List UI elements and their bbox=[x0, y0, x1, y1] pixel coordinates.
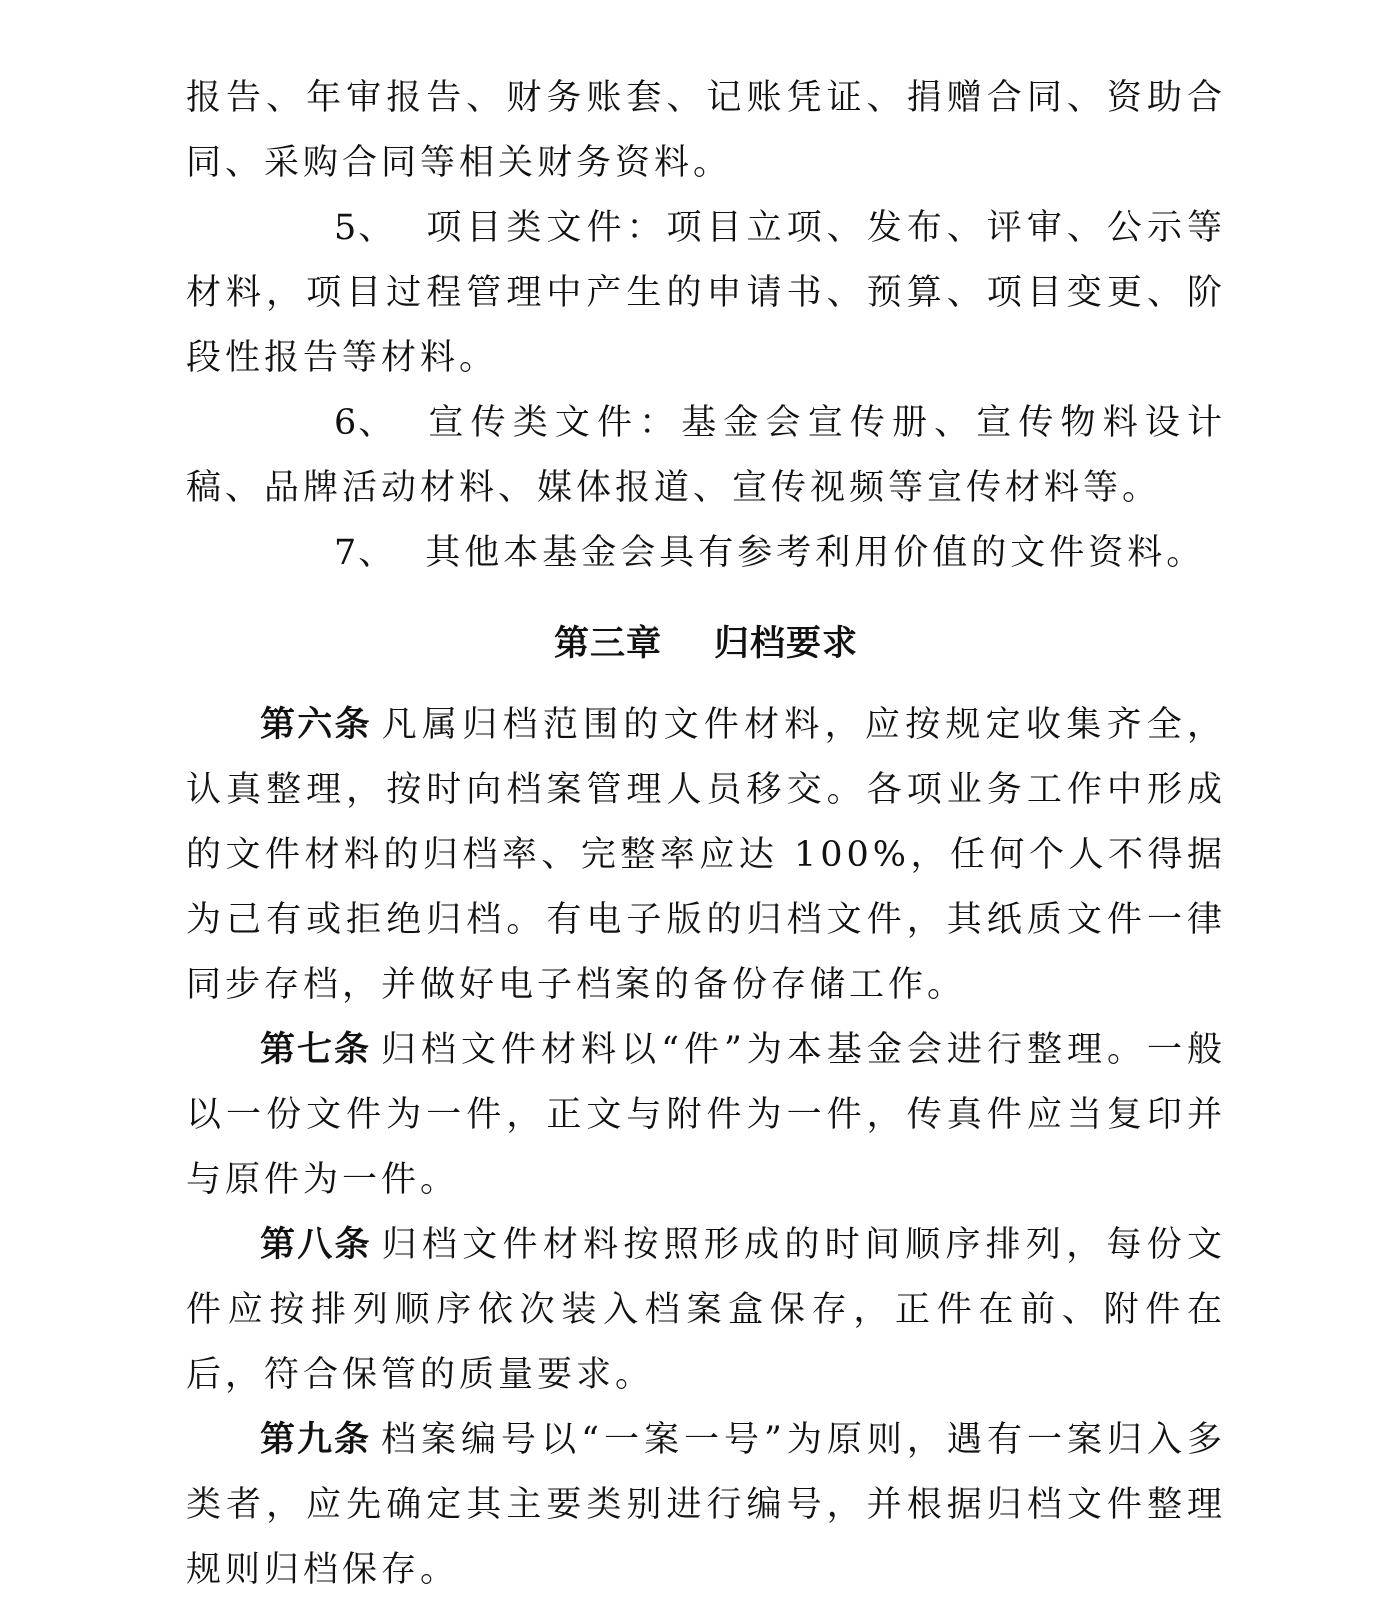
article-label: 第八条 bbox=[260, 1225, 372, 1265]
article-paragraph bbox=[186, 1018, 1226, 1213]
item-number: 7、 bbox=[334, 533, 396, 573]
list-item bbox=[186, 196, 1226, 391]
list-item bbox=[186, 521, 1226, 586]
article-text: 凡属归档范围的文件材料，应按规定收集齐全，认真整理，按时向档案管理人员移交。各项业务工作中形成的文件材料的归档率、完整率应达 100%，任何个人不得据为己有或拒绝归档。有电子版的归档文件，其纸质文件一律同步存档，并做好电子档案的备份存储工作。 bbox=[186, 705, 1226, 1005]
item-number: 6、 bbox=[334, 403, 396, 443]
document-page bbox=[186, 66, 1226, 1603]
item-text: 宣传类文件：基金会宣传册、宣传物料设计稿、品牌活动材料、媒体报道、宣传视频等宣传材料等。 bbox=[186, 403, 1226, 508]
article-paragraph bbox=[186, 693, 1226, 1018]
article-label: 第七条 bbox=[260, 1030, 372, 1070]
chapter-heading bbox=[186, 612, 1226, 677]
continuation-paragraph: 报告、年审报告、财务账套、记账凭证、捐赠合同、资助合同、采购合同等相关财务资料。 bbox=[186, 78, 1226, 183]
article-text: 归档文件材料按照形成的时间顺序排列，每份文件应按排列顺序依次装入档案盒保存，正件在前、附件在后，符合保管的质量要求。 bbox=[186, 1225, 1226, 1395]
article-paragraph bbox=[186, 1213, 1226, 1408]
chapter-label: 第三章 bbox=[553, 624, 662, 664]
item-text: 其他本基金会具有参考利用价值的文件资料。 bbox=[425, 533, 1206, 573]
item-number: 5、 bbox=[334, 208, 396, 248]
item-text: 项目类文件：项目立项、发布、评审、公示等材料，项目过程管理中产生的申请书、预算、项目变更、阶段性报告等材料。 bbox=[186, 208, 1226, 378]
article-label: 第六条 bbox=[260, 705, 372, 745]
article-paragraph bbox=[186, 1408, 1226, 1603]
article-text: 归档文件材料以“件”为本基金会进行整理。一般以一份文件为一件，正文与附件为一件，传真件应当复印并与原件为一件。 bbox=[186, 1030, 1226, 1200]
article-text: 档案编号以“一案一号”为原则，遇有一案归入多类者，应先确定其主要类别进行编号，并根据归档文件整理规则归档保存。 bbox=[186, 1420, 1226, 1590]
chapter-title: 归档要求 bbox=[714, 624, 859, 664]
article-label: 第九条 bbox=[260, 1420, 372, 1460]
list-item bbox=[186, 391, 1226, 521]
